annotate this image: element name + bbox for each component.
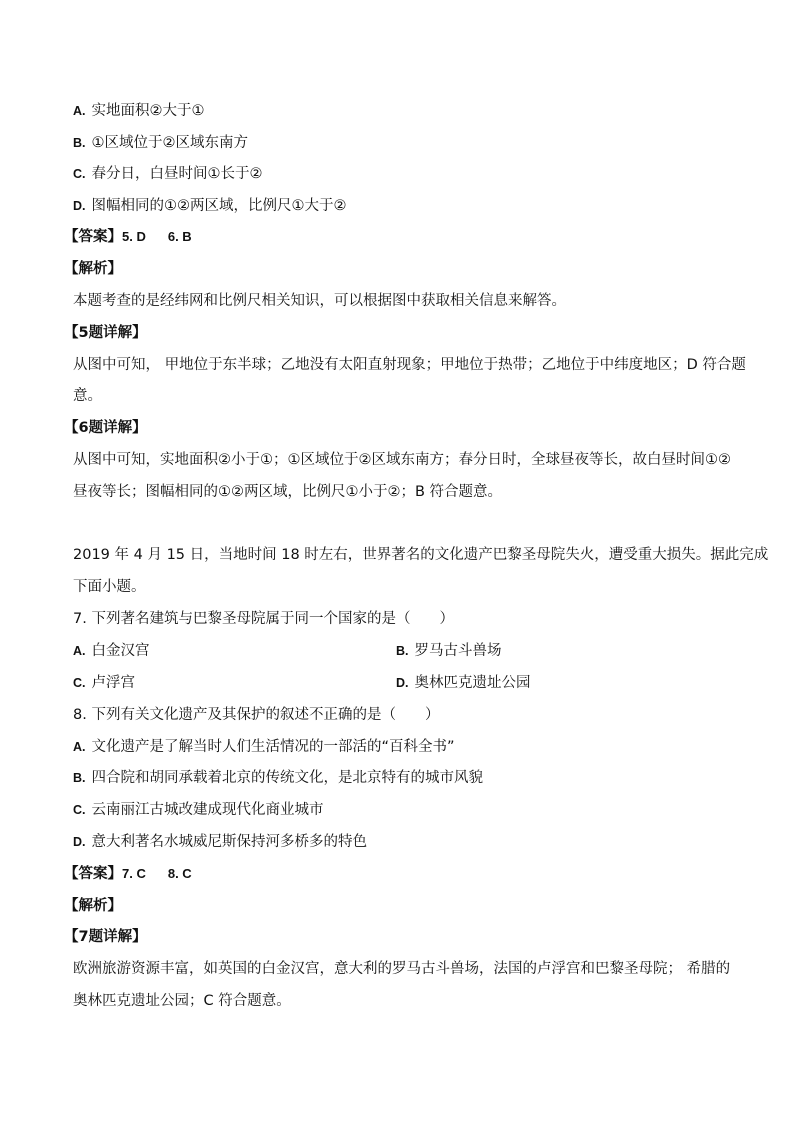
q7-option-c: C. 卢浮宫 — [73, 675, 135, 691]
detail-5-line-1: 从图中可知， 甲地位于东半球；乙地没有太阳直射现象；甲地位于热带；乙地位于中纬度地区；D 符合题 — [73, 357, 746, 373]
q7-option-d: D. 奥林匹克遗址公园 — [396, 675, 531, 691]
option-c: C. 春分日，白昼时间①长于② — [73, 166, 263, 182]
detail-7-line-2: 奥林匹克遗址公园；C 符合题意。 — [73, 993, 291, 1009]
detail-6-line-1: 从图中可知，实地面积②小于①；①区域位于②区域东南方；春分日时，全球昼夜等长，故白昼时间①② — [73, 452, 731, 468]
answer-5-6: 【答案】5. D 6. B — [64, 229, 192, 245]
detail-6-line-2: 昼夜等长；图幅相同的①②两区域，比例尺①小于②；B 符合题意。 — [73, 484, 503, 500]
option-b: B. ①区域位于②区域东南方 — [73, 135, 248, 151]
intro-line-1: 2019 年 4 月 15 日，当地时间 18 时左右，世界著名的文化遗产巴黎圣母院失火，遭受重大损失。据此完成 — [73, 547, 769, 563]
q8-option-a: A. 文化遗产是了解当时人们生活情况的一部活的“百科全书” — [73, 739, 455, 755]
intro-line-2: 下面小题。 — [73, 579, 146, 595]
question-7-stem: 7. 下列著名建筑与巴黎圣母院属于同一个国家的是（ ） — [73, 611, 454, 627]
q7-option-a: A. 白金汉宫 — [73, 643, 150, 659]
question-8-stem: 8. 下列有关文化遗产及其保护的叙述不正确的是（ ） — [73, 707, 440, 723]
q7-option-b: B. 罗马古斗兽场 — [396, 643, 502, 659]
analysis-text-1: 本题考查的是经纬网和比例尺相关知识，可以根据图中获取相关信息来解答。 — [73, 293, 566, 309]
detail-7-heading: 【7题详解】 — [64, 929, 147, 945]
detail-7-line-1: 欧洲旅游资源丰富，如英国的白金汉宫，意大利的罗马古斗兽场，法国的卢浮宫和巴黎圣母院； 希腊的 — [73, 961, 731, 977]
detail-5-line-2: 意。 — [73, 388, 102, 404]
detail-6-heading: 【6题详解】 — [64, 420, 147, 436]
answer-7-8: 【答案】7. C 8. C — [64, 866, 192, 882]
q8-option-d: D. 意大利著名水城威尼斯保持河多桥多的特色 — [73, 834, 367, 850]
detail-5-heading: 【5题详解】 — [64, 325, 147, 341]
option-a: A. 实地面积②大于① — [73, 103, 205, 119]
analysis-heading-1: 【解析】 — [64, 261, 122, 277]
option-d: D. 图幅相同的①②两区域，比例尺①大于② — [73, 198, 347, 214]
analysis-heading-2: 【解析】 — [64, 898, 122, 914]
q8-option-c: C. 云南丽江古城改建成现代化商业城市 — [73, 802, 324, 818]
q8-option-b: B. 四合院和胡同承载着北京的传统文化，是北京特有的城市风貌 — [73, 770, 483, 786]
